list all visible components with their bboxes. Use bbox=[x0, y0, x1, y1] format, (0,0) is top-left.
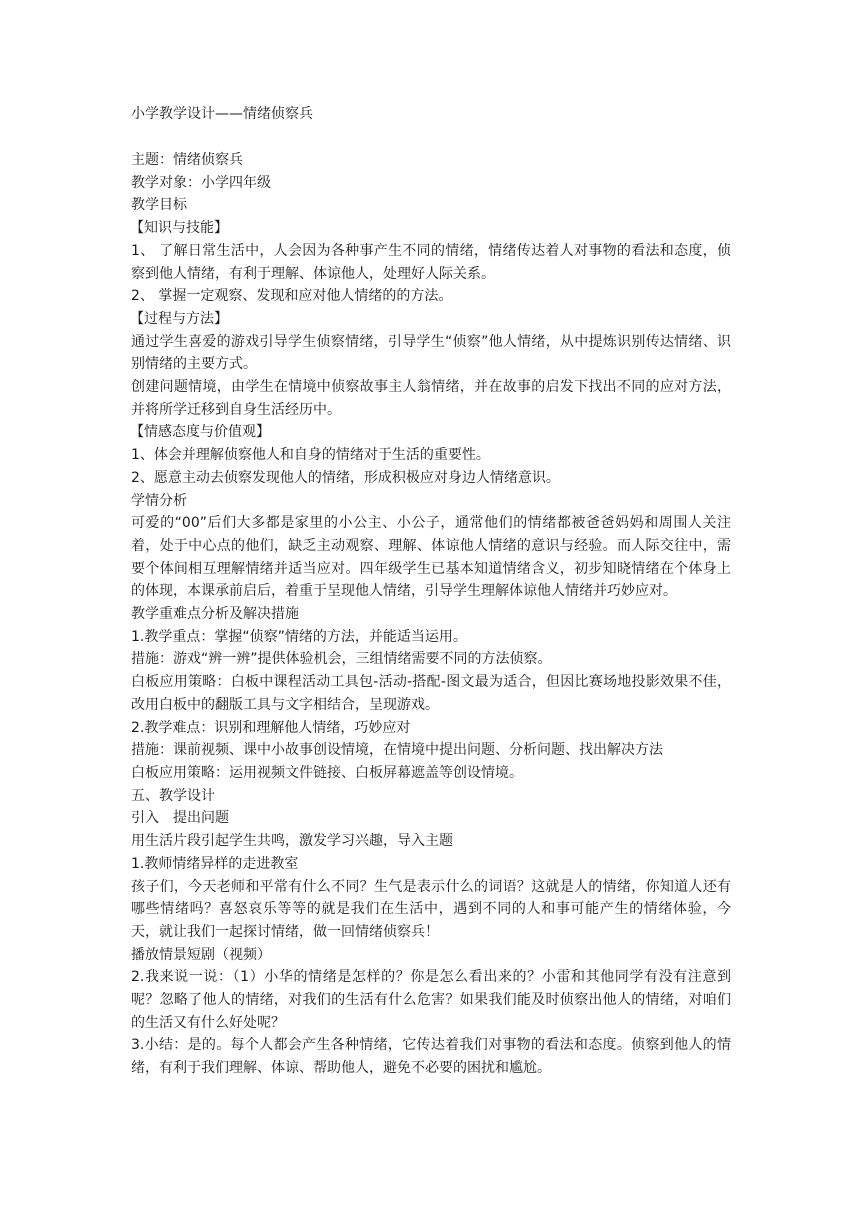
paragraph-values-2: 2、愿意主动去侦察发现他人的情绪，形成积极应对身边人情绪意识。 bbox=[131, 469, 560, 486]
paragraph-student-analysis: 可爱的“00”后们大多都是家里的小公主、小公子，通常他们的情绪都被爸爸妈妈和周围人关注着，处于中心点的他们，缺乏主动观察、理解、体谅他人情绪的意识与经验。而人际交往中，需要个体间相互理解情绪并适当应对。四年级学生已基本知道情绪含义，初步知晓情绪在个体身上的体现，本课承前启后，着重于呈现他人情绪，引导学生理解体谅他人情绪并巧妙应对。 bbox=[131, 515, 731, 600]
paragraph-whiteboard-1: 白板应用策略：白板中课程活动工具包-活动-搭配-图文最为适合，但因比赛场地投影效果不佳，改用白板中的翻版工具与文字相结合，呈现游戏。 bbox=[131, 674, 731, 713]
paragraph-key-point-2: 2.教学难点：识别和理解他人情绪，巧妙应对 bbox=[131, 719, 411, 736]
heading-knowledge-skills: 【知识与技能】 bbox=[130, 220, 228, 237]
heading-key-points: 教学重难点分析及解决措施 bbox=[131, 606, 299, 623]
paragraph-step-1-text: 孩子们，今天老师和平常有什么不同？生气是表示什么的词语？这就是人的情绪，你知道人还有哪些情绪吗？喜怒哀乐等等的就是我们在生活中，遇到不同的人和事可能产生的情绪体验，今天，就让我们一起探讨情绪，做一回情绪侦察兵！ bbox=[131, 878, 731, 940]
heading-introduction: 引入 提出问题 bbox=[131, 810, 229, 827]
heading-teaching-design: 五、教学设计 bbox=[131, 787, 215, 804]
heading-student-analysis: 学情分析 bbox=[131, 492, 187, 509]
heading-teaching-goals: 教学目标 bbox=[131, 197, 187, 214]
paragraph-key-point-1: 1.教学重点：掌握“侦察”情绪的方法，并能适当运用。 bbox=[131, 628, 467, 645]
paragraph-process-2: 创建问题情境，由学生在情境中侦察故事主人翁情绪，并在故事的启发下找出不同的应对方法，并将所学迁移到自身生活经历中。 bbox=[131, 379, 731, 418]
heading-process-methods: 【过程与方法】 bbox=[130, 310, 228, 327]
paragraph-audience: 教学对象：小学四年级 bbox=[131, 174, 271, 191]
paragraph-measure-2: 措施：课前视频、课中小故事创设情境，在情境中提出问题、分析问题、找出解决方法 bbox=[131, 742, 663, 759]
paragraph-topic: 主题：情绪侦察兵 bbox=[131, 152, 243, 168]
paragraph-goal-2: 2、 掌握一定观察、发现和应对他人情绪的的方法。 bbox=[131, 288, 453, 305]
heading-emotion-values: 【情感态度与价值观】 bbox=[130, 424, 270, 441]
paragraph-goal-1: 1、 了解日常生活中，人会因为各种事产生不同的情绪，情绪传达着人对事物的看法和态度，侦察到他人情绪，有利于理解、体谅他人，处理好人际关系。 bbox=[131, 242, 731, 282]
paragraph-step-2: 2.我来说一说：（1）小华的情绪是怎样的？你是怎么看出来的？小雷和其他同学有没有注意到呢？忽略了他人的情绪，对我们的生活有什么危害？如果我们能及时侦察出他人的情绪，对咱们的生活又有什么好处呢？ bbox=[131, 969, 731, 1031]
paragraph-video: 播放情景短剧（视频） bbox=[131, 946, 271, 963]
paragraph-step-3: 3.小结：是的。每个人都会产生各种情绪，它传达着我们对事物的看法和态度。侦察到他人的情绪，有利于我们理解、体谅、帮助他人，避免不必要的困扰和尴尬。 bbox=[131, 1037, 731, 1077]
paragraph-step-1: 1.教师情绪异样的走进教室 bbox=[131, 855, 299, 872]
paragraph-values-1: 1、体会并理解侦察他人和自身的情绪对于生活的重要性。 bbox=[131, 447, 490, 464]
paragraph-process-1: 通过学生喜爱的游戏引导学生侦察情绪，引导学生“侦察”他人情绪，从中提炼识别传达情绪、识别情绪的主要方式。 bbox=[131, 333, 731, 373]
document-page bbox=[131, 103, 731, 1080]
paragraph-measure-1: 措施：游戏“辨一辨”提供体验机会，三组情绪需要不同的方法侦察。 bbox=[131, 651, 552, 668]
document-title: 小学教学设计——情绪侦察兵 bbox=[131, 106, 313, 122]
paragraph-whiteboard-2: 白板应用策略：运用视频文件链接、白板屏幕遮盖等创设情境。 bbox=[131, 764, 523, 781]
paragraph-introduction: 用生活片段引起学生共鸣，激发学习兴趣，导入主题 bbox=[131, 833, 453, 850]
